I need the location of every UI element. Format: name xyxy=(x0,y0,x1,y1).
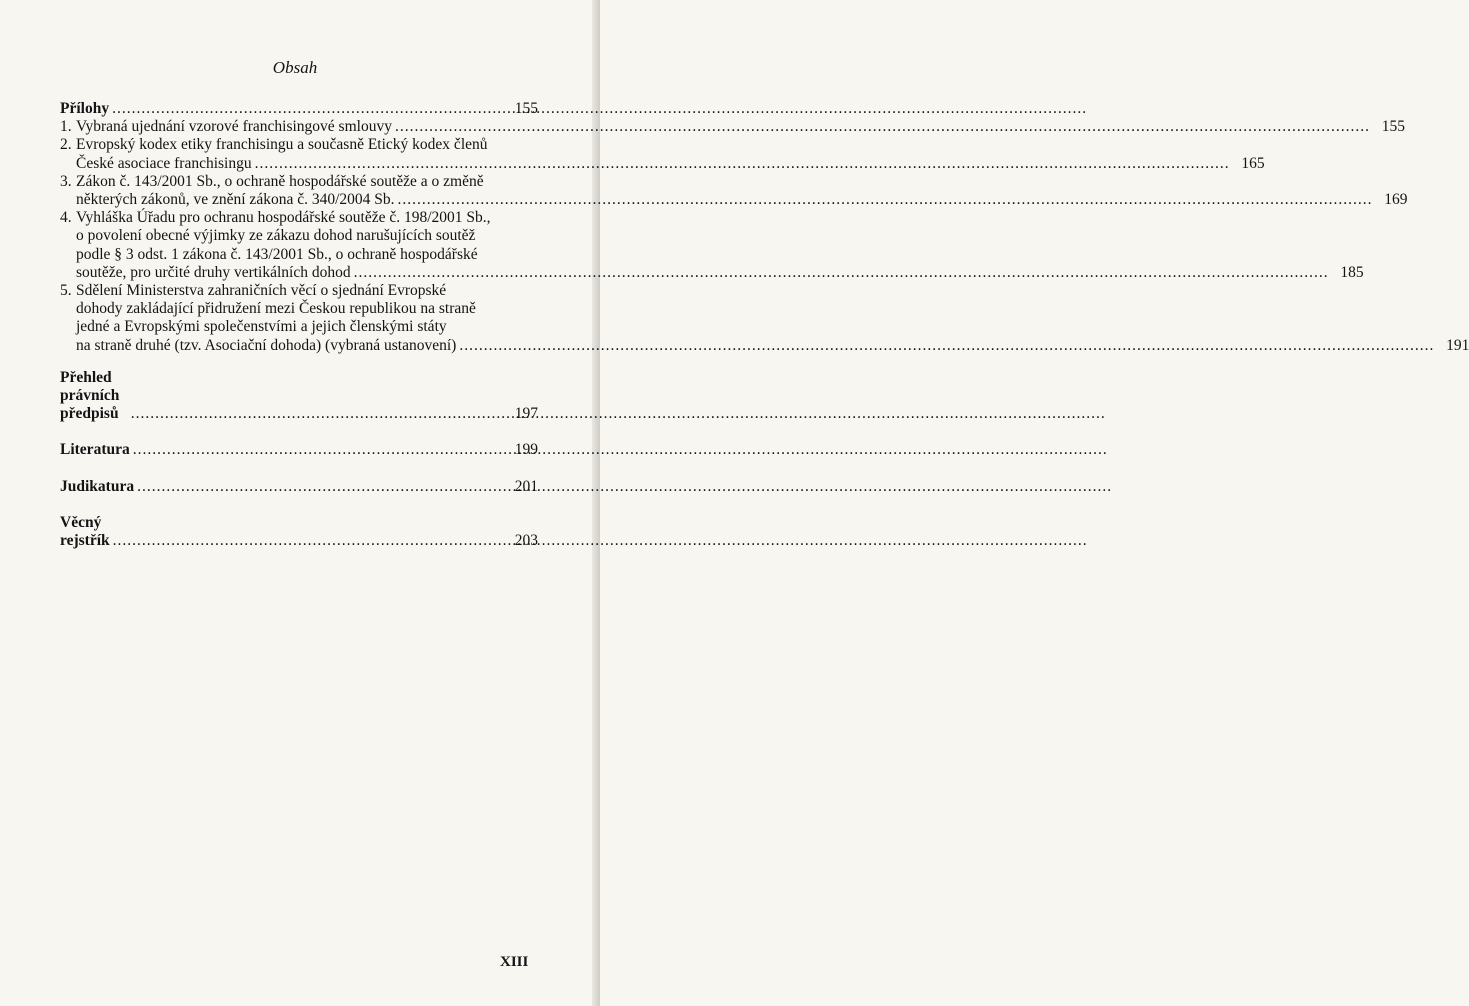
toc-section xyxy=(60,514,538,550)
appendix-title-line: podle § 3 odst. 1 zákona č. 143/2001 Sb., o ochraně hospodářské xyxy=(76,245,478,263)
dot-leader xyxy=(395,118,1370,136)
dot-leader xyxy=(255,155,1230,173)
appendix-number: 1. xyxy=(60,118,72,136)
appendix-title-line: Sdělení Ministerstva zahraničních věcí o sjednání Evropské xyxy=(76,282,447,300)
appendix-item xyxy=(60,209,1364,282)
appendix-title-line: některých zákonů, ve znění zákona č. 340/2004 Sb. xyxy=(76,191,395,209)
appendices-entry xyxy=(60,100,538,118)
appendix-title-line: soutěže, pro určité druhy vertikálních dohod xyxy=(76,263,351,281)
section-page: 201 xyxy=(514,477,538,495)
toc-section xyxy=(60,369,538,424)
appendix-page: 155 xyxy=(1381,118,1405,136)
section-page: 197 xyxy=(514,405,538,423)
appendix-body xyxy=(76,209,1364,282)
appendix-number: 5. xyxy=(60,282,72,300)
appendices-section xyxy=(60,100,1469,355)
section-title: Judikatura xyxy=(60,477,135,495)
appendix-title-line: na straně druhé (tzv. Asociační dohoda) (vybraná ustanovení) xyxy=(76,336,457,354)
dot-leader xyxy=(131,405,503,423)
appendix-number: 2. xyxy=(60,136,72,154)
section-page: 199 xyxy=(514,441,538,459)
toc-section xyxy=(60,478,538,496)
appendix-body xyxy=(76,282,1469,355)
appendix-title-line: Vyhláška Úřadu pro ochranu hospodářské soutěže č. 198/2001 Sb., xyxy=(76,209,491,227)
appendix-title-line: o povolení obecné výjimky ze zákazu dohod narušujících soutěž xyxy=(76,227,476,245)
appendix-entry-last-line xyxy=(76,191,1408,209)
appendix-item xyxy=(60,172,1408,209)
appendix-body xyxy=(76,118,1405,136)
appendix-body xyxy=(76,136,1265,172)
appendix-entry-last-line xyxy=(76,264,1364,282)
toc-entry xyxy=(60,478,538,496)
appendix-body xyxy=(76,173,1408,209)
dot-leader xyxy=(112,100,503,118)
appendix-page: 185 xyxy=(1340,263,1364,281)
toc-entry xyxy=(60,369,538,424)
section-list xyxy=(60,369,538,550)
appendix-title-line: jedné a Evropskými společenstvími a jejich členskými státy xyxy=(76,318,447,336)
appendix-item xyxy=(60,136,1265,172)
appendix-title-line: Evropský kodex etiky franchisingu a současně Etický kodex členů xyxy=(76,136,488,154)
section-title: Věcný rejstřík xyxy=(60,513,110,550)
appendix-entry-last-line xyxy=(76,337,1469,355)
dot-leader xyxy=(133,441,503,459)
toc-section xyxy=(60,441,538,459)
dot-leader xyxy=(398,191,1373,209)
appendix-page: 165 xyxy=(1241,154,1265,172)
dot-leader xyxy=(354,264,1329,282)
appendix-entry-last-line xyxy=(76,118,1405,136)
appendices-title: Přílohy xyxy=(60,100,110,117)
toc-entry xyxy=(60,441,538,459)
appendix-title-line: dohody zakládající přidružení mezi Českou republikou na straně xyxy=(76,300,476,318)
appendix-title-line: Vybraná ujednání vzorové franchisingové smlouvy xyxy=(76,118,392,136)
appendix-item xyxy=(60,118,1405,136)
appendix-entry-last-line xyxy=(76,155,1265,173)
toc-entry xyxy=(60,514,538,550)
appendix-list xyxy=(60,118,1469,355)
dot-leader xyxy=(113,532,503,550)
dot-leader xyxy=(459,337,1434,355)
appendix-title-line: České asociace franchisingu xyxy=(76,154,252,172)
section-title: Přehled právních předpisů xyxy=(60,368,120,423)
section-page: 203 xyxy=(514,532,538,550)
appendix-number: 3. xyxy=(60,172,72,190)
appendix-page: 191 xyxy=(1446,336,1469,354)
appendix-item xyxy=(60,282,1469,355)
appendices-page: 155 xyxy=(514,100,538,117)
appendix-title-line: Zákon č. 143/2001 Sb., o ochraně hospodářské soutěže a o změně xyxy=(76,172,484,190)
table-of-contents xyxy=(60,100,1469,568)
appendix-number: 4. xyxy=(60,209,72,227)
running-head: Obsah xyxy=(272,58,318,77)
page-folio: XIII xyxy=(500,954,529,970)
section-title: Literatura xyxy=(60,441,130,459)
dot-leader xyxy=(137,478,503,496)
appendix-page: 169 xyxy=(1384,191,1408,209)
